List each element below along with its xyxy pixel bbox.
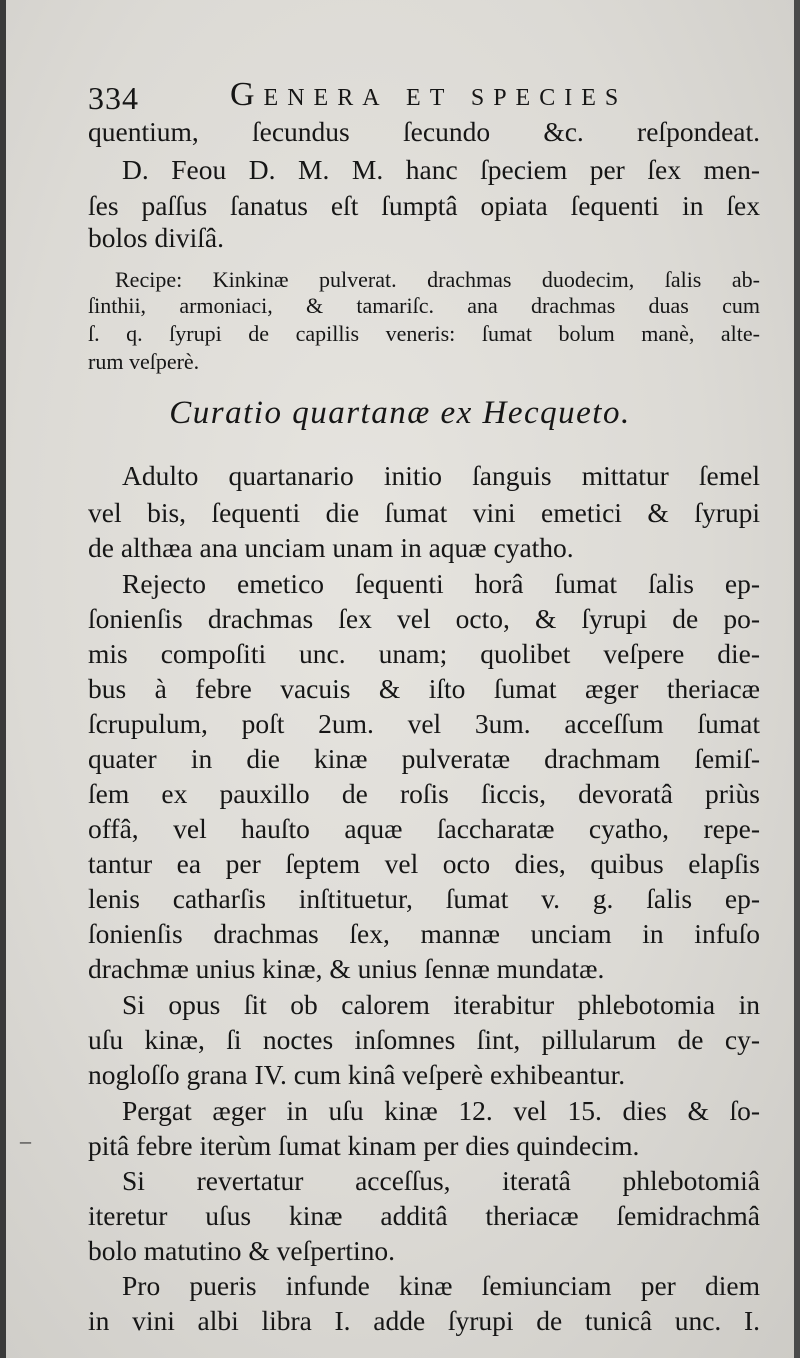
- text-line: bus à febre vacuis & iſto ſumat æger theriacæ: [88, 673, 760, 704]
- text-line: de althæa ana unciam unam in aquæ cyatho.: [88, 532, 574, 563]
- text-line: uſu kinæ, ſi noctes inſomnes ſint, pillularum de cy-: [88, 1024, 760, 1055]
- text-line: mis compoſiti unc. unam; quolibet veſpere die-: [88, 638, 760, 669]
- text-line: Pro pueris infunde kinæ ſemiunciam per diem: [122, 1270, 760, 1301]
- text-line: D. Feou D. M. M. hanc ſpeciem per ſex men-: [122, 154, 760, 185]
- recipe-line: ſ. q. ſyrupi de capillis veneris: ſumat bolum manè, alte-: [88, 321, 760, 346]
- recipe-line: rum veſperè.: [88, 349, 200, 374]
- text-line: ſcrupulum, poſt 2um. vel 3um. acceſſum ſumat: [88, 708, 760, 739]
- recipe-line: ſinthii, armoniaci, & tamariſc. ana drachmas duas cum: [88, 293, 760, 318]
- text-line: Pergat æger in uſu kinæ 12. vel 15. dies & ſo-: [122, 1095, 760, 1126]
- text-line: offâ, vel hauſto aquæ ſaccharatæ cyatho, repe-: [88, 813, 760, 844]
- page-edge-left: [0, 0, 6, 1358]
- text-line: pitâ febre iterùm ſumat kinam per dies quindecim.: [88, 1130, 640, 1161]
- text-line: lenis catharſis inſtituetur, ſumat v. g. ſalis ep-: [88, 883, 760, 914]
- running-title: Genera et species: [230, 76, 628, 113]
- margin-dash: –: [20, 1128, 31, 1153]
- text-line: drachmæ unius kinæ, & unius ſennæ mundatæ.: [88, 953, 605, 984]
- text-line: Si revertatur acceſſus, iteratâ phlebotomiâ: [122, 1165, 760, 1196]
- text-line: quentium, ſecundus ſecundo &c. reſpondeat.: [88, 116, 760, 147]
- section-heading: Curatio quartanæ ex Hecqueto.: [169, 395, 631, 431]
- text-line: Si opus ſit ob calorem iterabitur phlebotomia in: [122, 989, 760, 1020]
- text-line: ſem ex pauxillo de roſis ſiccis, devoratâ priùs: [88, 778, 760, 809]
- text-line: bolos diviſâ.: [88, 222, 224, 253]
- text-line: quater in die kinæ pulveratæ drachmam ſemiſ-: [88, 743, 760, 774]
- running-head: [88, 72, 768, 118]
- text-line: ſes paſſus ſanatus eſt ſumptâ opiata ſequenti in ſex: [88, 190, 760, 221]
- text-line: in vini albi libra I. adde ſyrupi de tunicâ unc. I.: [88, 1305, 760, 1336]
- text-line: vel bis, ſequenti die ſumat vini emetici & ſyrupi: [88, 497, 760, 528]
- text-line: bolo matutino & veſpertino.: [88, 1235, 396, 1266]
- text-line: Rejecto emetico ſequenti horâ ſumat ſalis ep-: [122, 568, 760, 599]
- text-line: nogloſſo grana IV. cum kinâ veſperè exhibeantur.: [88, 1059, 626, 1090]
- text-line: Adulto quartanario initio ſanguis mittatur ſemel: [122, 460, 760, 491]
- page-number: 334: [88, 80, 139, 116]
- page-edge-right: [794, 0, 800, 1358]
- text-line: iteretur uſus kinæ additâ theriacæ ſemidrachmâ: [88, 1200, 760, 1231]
- text-line: ſonienſis drachmas ſex vel octo, & ſyrupi de po-: [88, 603, 760, 634]
- text-line: ſonienſis drachmas ſex, mannæ unciam in infuſo: [88, 918, 760, 949]
- text-line: tantur ea per ſeptem vel octo dies, quibus elapſis: [88, 848, 760, 879]
- recipe-line: Recipe: Kinkinæ pulverat. drachmas duodecim, ſalis ab-: [115, 267, 760, 292]
